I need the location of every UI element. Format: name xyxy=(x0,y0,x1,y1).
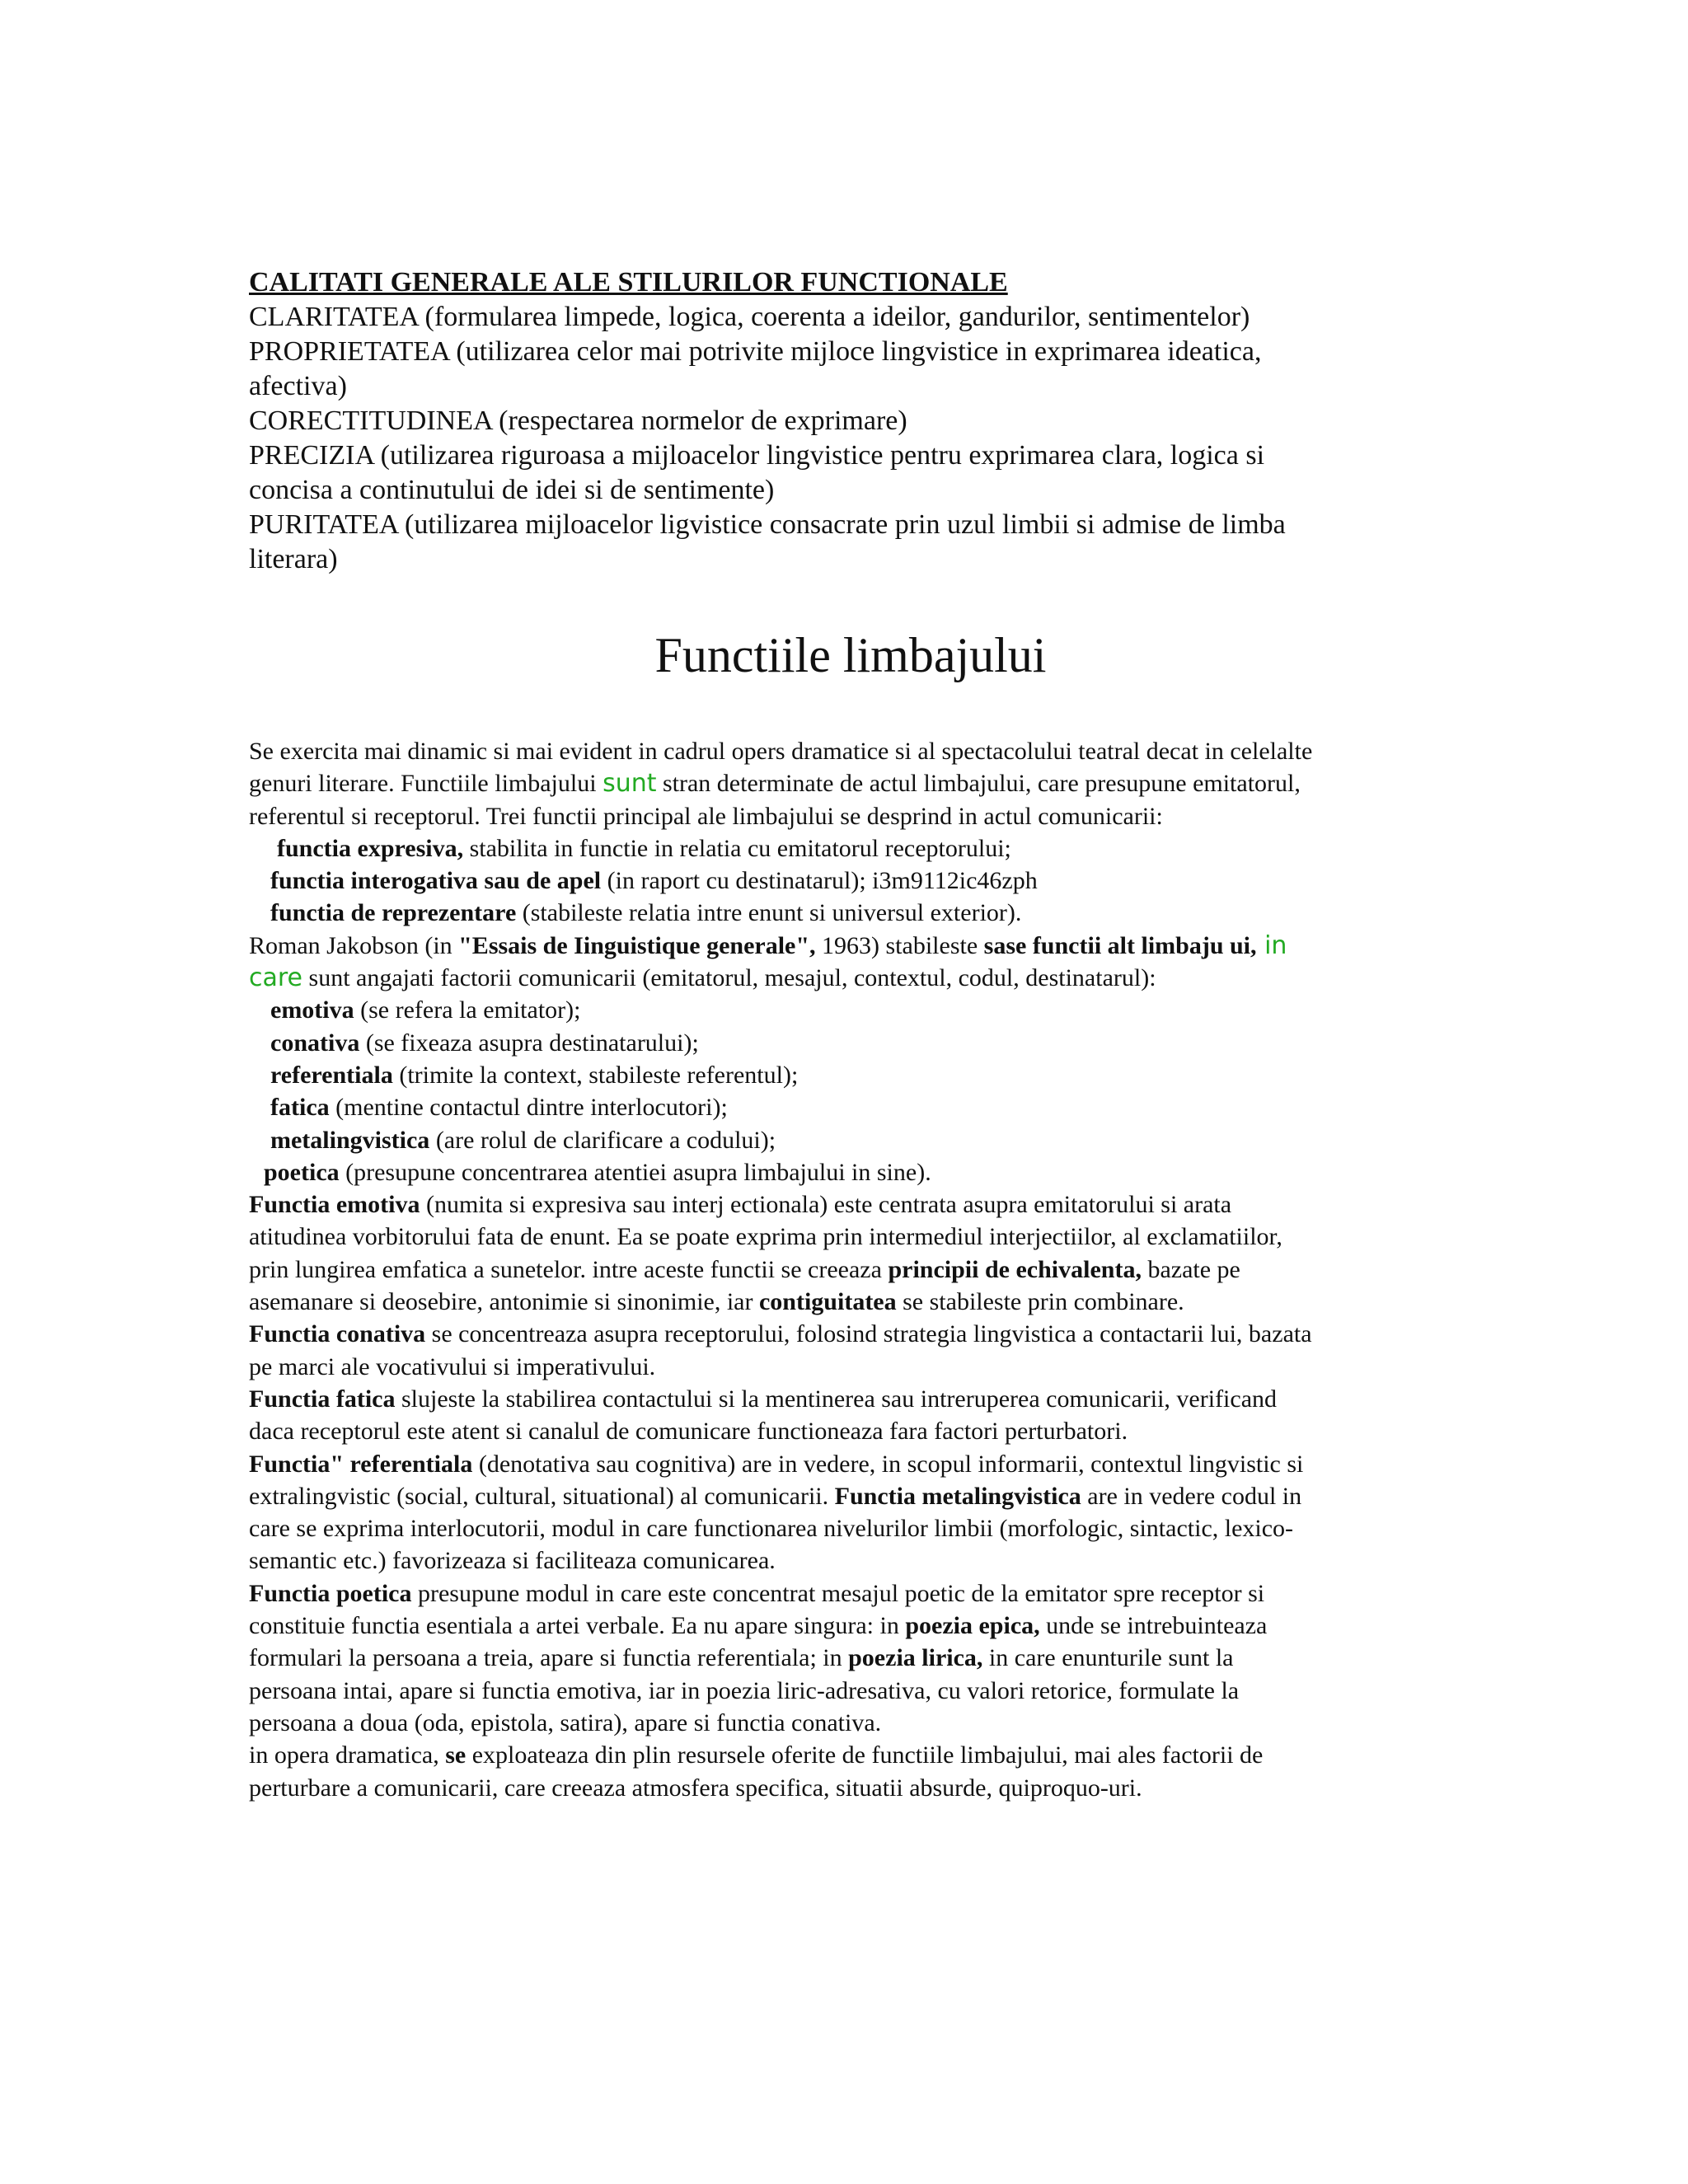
highlighted-word: in xyxy=(1256,930,1287,960)
text-line xyxy=(249,1544,1452,1577)
bold-term: functia expresiva, xyxy=(277,834,464,862)
bold-term: Functia emotiva xyxy=(249,1191,420,1219)
text-span: sunt angajati factorii comunicarii (emitatorul, mesajul, contextul, codul, destinatarul): xyxy=(302,964,1156,992)
text-line xyxy=(249,1480,1452,1512)
text-line: PURITATEA (utilizarea mijloacelor ligvistice consacrate prin uzul limbii si admise de limba xyxy=(249,509,1286,540)
text-span: 1963) stabileste xyxy=(815,931,984,959)
text-span: (are rolul de clarificare a codului); xyxy=(429,1126,776,1154)
text-line xyxy=(249,1642,1452,1674)
text-span: se stabileste prin combinare. xyxy=(896,1288,1184,1316)
text-line xyxy=(249,1415,1452,1447)
text-line xyxy=(249,930,1452,962)
text-span: (numita si expresiva sau interj ectionala) este centrata asupra emitatorului si arata xyxy=(420,1191,1232,1219)
text-line xyxy=(249,1675,1452,1707)
text-span: in opera dramatica, xyxy=(249,1741,446,1769)
text-line: PROPRIETATEA (utilizarea celor mai potrivite mijloce lingvistice in exprimarea ideatica, xyxy=(249,336,1262,367)
text-line xyxy=(249,1027,1452,1059)
bold-term: "Essais de Iinguistique generale", xyxy=(458,931,816,959)
text-span: prin lungirea emfatica a sunetelor. intre aceste functii se creeaza xyxy=(249,1255,889,1283)
text-span: Roman Jakobson (in xyxy=(249,931,459,959)
text-span: (trimite la context, stabileste referentul); xyxy=(392,1061,799,1089)
text-line xyxy=(249,1707,1452,1739)
bold-term: poezia lirica, xyxy=(848,1644,983,1672)
text-span: constituie functia esentiala a artei verbale. Ea nu apare singura: in xyxy=(249,1612,906,1640)
bold-term: Functia metalingvistica xyxy=(834,1482,1081,1510)
bold-term: conativa xyxy=(270,1029,360,1057)
bold-term: principii de echivalenta, xyxy=(888,1255,1142,1283)
bold-term: poetica xyxy=(264,1158,340,1186)
text-span: persoana a doua (oda, epistola, satira), apare si functia conativa. xyxy=(249,1708,882,1736)
text-line xyxy=(249,1318,1452,1350)
bold-term: Functia fatica xyxy=(249,1385,396,1413)
text-line: concisa a continutului de idei si de sentimente) xyxy=(249,475,775,505)
text-span: unde se intrebuinteaza xyxy=(1039,1612,1268,1640)
text-span: (se fixeaza asupra destinatarului); xyxy=(359,1029,699,1057)
text-span: bazate pe xyxy=(1141,1255,1240,1283)
bold-term: sase functii alt limbaju ui, xyxy=(983,931,1257,959)
text-span: (se refera la emitator); xyxy=(354,996,581,1024)
bold-term: functia de reprezentare xyxy=(270,899,517,927)
text-span: perturbare a comunicarii, care creeaza atmosfera specifica, situatii absurde, quiproquo-uri. xyxy=(249,1774,1142,1802)
body-text xyxy=(249,735,1452,1804)
text-line xyxy=(249,897,1452,929)
text-line: literara) xyxy=(249,544,338,574)
bold-term: functia interogativa sau de apel xyxy=(270,867,602,895)
text-span: care se exprima interlocutorii, modul in care functionarea nivelurilor limbii (morfologic, sintactic, lexico- xyxy=(249,1515,1294,1543)
text-line xyxy=(249,1448,1452,1480)
text-line xyxy=(249,1221,1452,1253)
text-line xyxy=(249,1577,1452,1610)
text-span: se concentreaza asupra receptorului, folosind strategia lingvistica a contactarii lui, bazata xyxy=(425,1320,1312,1348)
text-span: (in raport cu destinatarul); i3m9112ic46zph xyxy=(601,867,1038,895)
qualities-section xyxy=(249,265,1452,577)
highlighted-word: sunt xyxy=(603,769,657,799)
text-span: (mentine contactul dintre interlocutori); xyxy=(329,1094,728,1122)
text-span: referentul si receptorul. Trei functii principal ale limbajului se desprind in actul comunicarii: xyxy=(249,802,1163,830)
text-span: in care enunturile sunt la xyxy=(982,1644,1234,1672)
bold-term: Functia conativa xyxy=(249,1320,426,1348)
text-line xyxy=(249,994,1452,1026)
text-line xyxy=(249,1351,1452,1383)
text-span: daca receptorul este atent si canalul de comunicare functioneaza fara factori perturbatori. xyxy=(249,1418,1128,1446)
text-span: exploateaza din plin resursele oferite de functiile limbajului, mai ales factorii de xyxy=(466,1741,1264,1769)
text-line xyxy=(249,1156,1452,1188)
text-line: CORECTITUDINEA (respectarea normelor de exprimare) xyxy=(249,405,907,436)
text-line xyxy=(249,767,1452,799)
page-title: Functiile limbajului xyxy=(654,628,1047,682)
text-span: presupune modul in care este concentrat mesajul poetic de la emitator spre receptor si xyxy=(411,1579,1265,1607)
bold-term: Functia" referentiala xyxy=(249,1450,473,1478)
text-span: asemanare si deosebire, antonimie si sinonimie, iar xyxy=(249,1288,759,1316)
text-line: CLARITATEA (formularea limpede, logica, coerenta a ideilor, gandurilor, sentimentelor) xyxy=(249,302,1250,332)
bold-term: contiguitatea xyxy=(758,1288,897,1316)
section-heading: CALITATI GENERALE ALE STILURILOR FUNCTIONALE xyxy=(249,267,1008,298)
text-span: slujeste la stabilirea contactului si la mentinerea sau intreruperea comunicarii, verificand xyxy=(395,1385,1278,1413)
bold-term: referentiala xyxy=(270,1061,393,1089)
text-line xyxy=(249,1188,1452,1221)
text-line xyxy=(249,832,1452,865)
text-span: (stabileste relatia intre enunt si universul exterior). xyxy=(516,899,1022,927)
text-span: stran determinate de actul limbajului, care presupune emitatorul, xyxy=(656,770,1301,798)
bold-term: se xyxy=(445,1741,467,1769)
text-span: stabilita in functie in relatia cu emitatorul receptorului; xyxy=(463,834,1011,862)
bold-term: fatica xyxy=(270,1094,330,1122)
text-span: (presupune concentrarea atentiei asupra limbajului in sine). xyxy=(339,1158,931,1186)
bold-term: Functia poetica xyxy=(249,1579,412,1607)
document-page xyxy=(249,265,1452,1802)
text-line xyxy=(249,1091,1452,1123)
text-span: are in vedere codul in xyxy=(1081,1482,1302,1510)
text-span: persoana intai, apare si functia emotiva, iar in poezia liric-adresativa, cu valori retorice, formulate la xyxy=(249,1676,1240,1704)
bold-term: emotiva xyxy=(270,996,354,1024)
text-line xyxy=(249,1059,1452,1091)
text-line: afectiva) xyxy=(249,371,347,401)
text-line xyxy=(249,1739,1452,1771)
text-line xyxy=(249,800,1452,832)
bold-term: poezia epica, xyxy=(905,1612,1040,1640)
text-line: PRECIZIA (utilizarea riguroasa a mijloacelor lingvistice pentru exprimarea clara, logica si xyxy=(249,440,1265,471)
text-span: (denotativa sau cognitiva) are in vedere, in scopul informarii, contextul lingvistic si xyxy=(472,1450,1304,1478)
text-line xyxy=(249,962,1452,994)
text-span: semantic etc.) favorizeaza si faciliteaza comunicarea. xyxy=(249,1547,776,1575)
text-line xyxy=(249,735,1452,767)
text-span: Se exercita mai dinamic si mai evident in cadrul opers dramatice si al spectacolului teatral decat in celelalte xyxy=(249,738,1313,765)
text-line xyxy=(249,1512,1452,1544)
highlighted-word: care xyxy=(249,963,303,993)
text-span: formulari la persoana a treia, apare si functia referentiala; in xyxy=(249,1644,849,1672)
text-line xyxy=(249,1772,1452,1804)
text-span: atitudinea vorbitorului fata de enunt. Ea se poate exprima prin intermediul interjectiilor, al exclamatiilor, xyxy=(249,1223,1282,1251)
text-span: pe marci ale vocativului si imperativului. xyxy=(249,1352,656,1380)
text-line xyxy=(249,1254,1452,1286)
text-span: extralingvistic (social, cultural, situational) al comunicarii. xyxy=(249,1482,835,1510)
bold-term: metalingvistica xyxy=(270,1126,430,1154)
text-line xyxy=(249,1286,1452,1318)
text-line xyxy=(249,865,1452,897)
text-line xyxy=(249,1124,1452,1156)
text-line xyxy=(249,1383,1452,1415)
text-line xyxy=(249,1610,1452,1642)
text-span: genuri literare. Functiile limbajului xyxy=(249,770,603,798)
